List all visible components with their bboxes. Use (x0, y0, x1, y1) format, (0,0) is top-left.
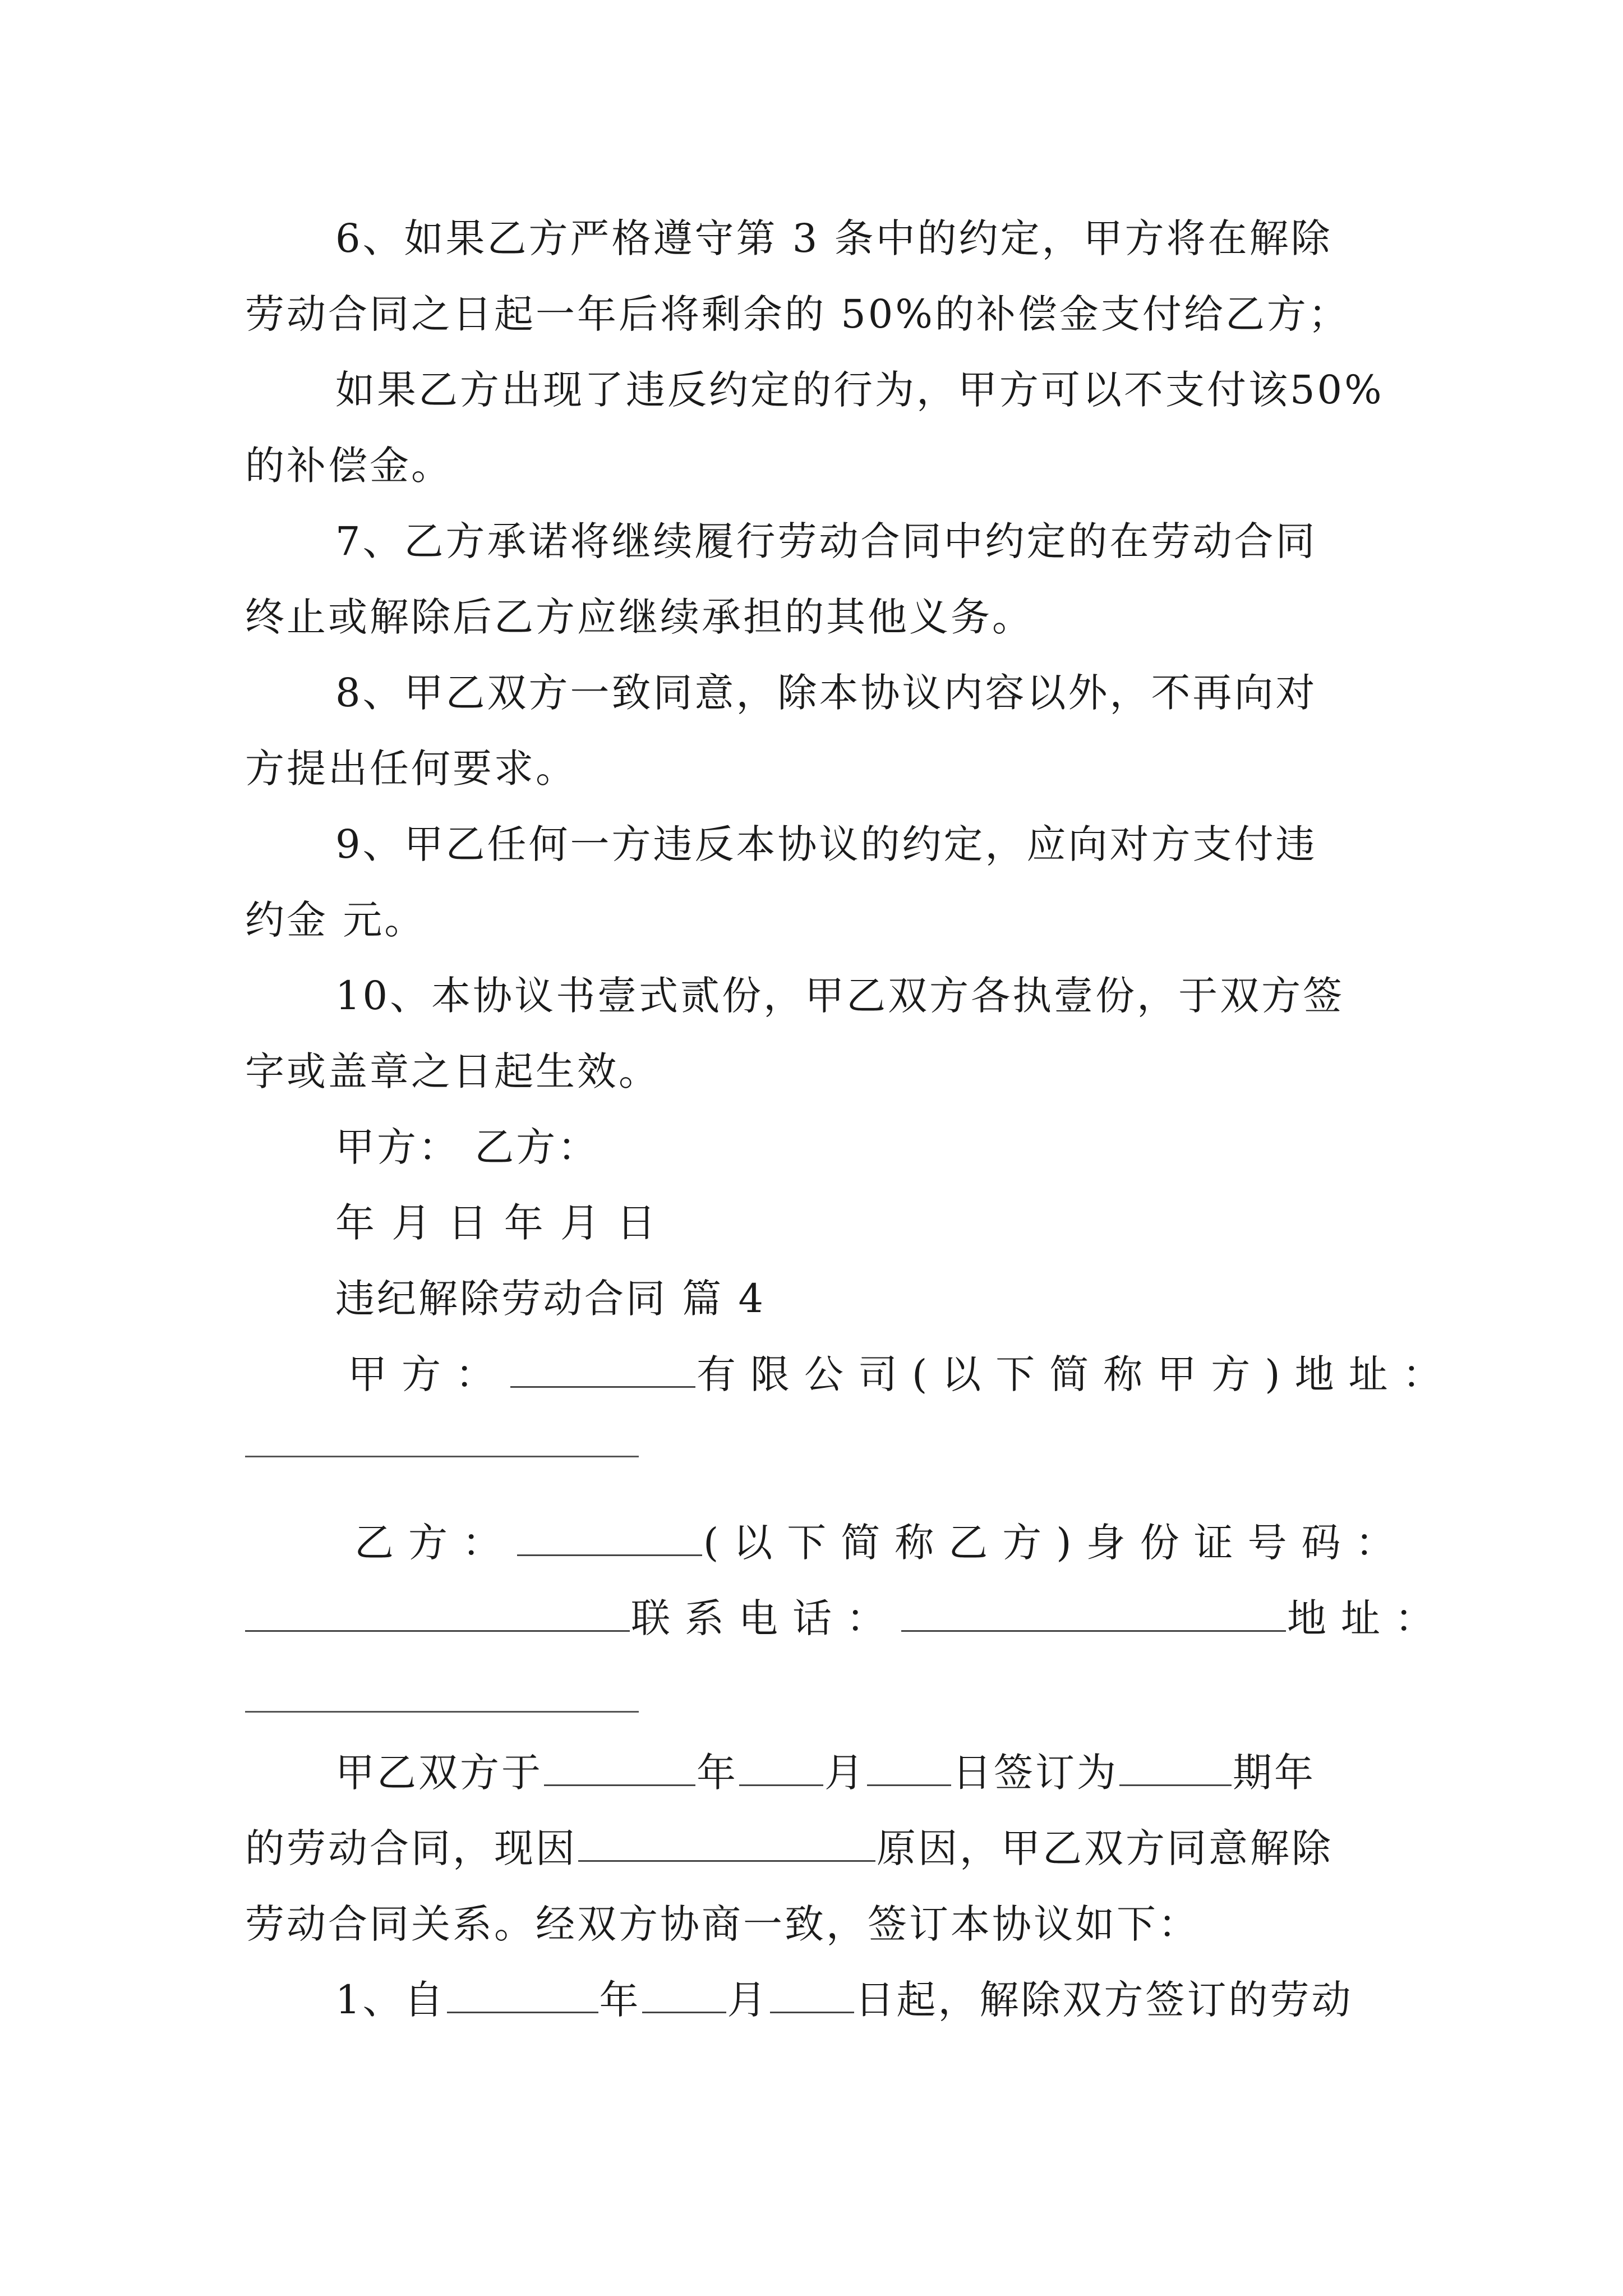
address-label: 地址： (1287, 1595, 1449, 1641)
term-suffix: 期年 (1233, 1750, 1316, 1796)
intro-reason-suffix: 原因，甲乙双方同意解除 (877, 1825, 1333, 1871)
intro-line-1 (335, 1745, 1316, 1801)
year-label-2: 年 (599, 1977, 641, 2023)
terminate-year-blank[interactable] (447, 1977, 598, 2013)
party-a-label: 甲方： (348, 1351, 509, 1397)
clause-7-line-2: 终止或解除后乙方应继续承担的其他义务。 (245, 594, 1034, 640)
sign-day-blank[interactable] (867, 1750, 951, 1786)
terminate-month-blank[interactable] (642, 1977, 726, 2013)
phone-label: 联系电话： (631, 1595, 900, 1641)
party-b-line (354, 1515, 1409, 1571)
clause-9-line-1: 9、甲乙任何一方违反本协议的约定，应向对方支付违 (335, 821, 1317, 867)
intro-text: 甲乙双方于 (335, 1750, 543, 1796)
party-b-desc: (以下简称乙方)身份证号码： (703, 1520, 1409, 1566)
clause-10-line-1: 10、本协议书壹式贰份，甲乙双方各执壹份，于双方签 (335, 973, 1345, 1019)
year-label: 年 (697, 1750, 738, 1796)
party-a-desc: 有限公司(以下简称甲方)地址： (697, 1351, 1456, 1397)
intro-line-3: 劳动合同关系。经双方协商一致，签订本协议如下： (245, 1901, 1200, 1947)
month-label-2: 月 (727, 1977, 769, 2023)
clause-6-line-2: 劳动合同之日起一年后将剩余的 50%的补偿金支付给乙方； (245, 291, 1350, 337)
clause-10-line-2: 字或盖章之日起生效。 (245, 1048, 660, 1094)
intro-line-2 (245, 1820, 1333, 1876)
company-name-blank[interactable] (510, 1351, 695, 1388)
clause-9-line-2: 约金 元。 (245, 897, 426, 943)
contact-line (245, 1590, 1449, 1646)
id-number-blank[interactable] (245, 1595, 630, 1632)
signature-dates: 年 月 日 年 月 日 (335, 1200, 658, 1246)
phone-blank[interactable] (901, 1595, 1286, 1632)
intro-reason-prefix: 的劳动合同，现因 (245, 1825, 577, 1871)
clause-6b-line-2: 的补偿金。 (245, 443, 453, 489)
clause-7-line-1: 7、乙方承诺将继续履行劳动合同中约定的在劳动合同 (335, 518, 1317, 564)
reason-blank[interactable] (578, 1825, 875, 1862)
party-b-name-blank[interactable] (517, 1520, 702, 1556)
clause-8-line-2: 方提出任何要求。 (245, 746, 577, 792)
section-title: 违纪解除劳动合同 篇 4 (335, 1276, 766, 1322)
sign-year-blank[interactable] (544, 1750, 695, 1786)
party-a-address-blank[interactable] (245, 1456, 639, 1457)
day-sign-label: 日签订为 (952, 1750, 1118, 1796)
party-b-label: 乙方： (354, 1520, 516, 1566)
terminate-day-blank[interactable] (770, 1977, 854, 2013)
party-b-address-blank[interactable] (245, 1711, 639, 1713)
clause-6b-line-1: 如果乙方出现了违反约定的行为，甲方可以不支付该50% (335, 367, 1384, 413)
month-label: 月 (824, 1750, 866, 1796)
item-1-line (335, 1972, 1353, 2028)
clause-6-line-1: 6、如果乙方严格遵守第 3 条中的约定，甲方将在解除 (335, 215, 1332, 261)
party-a-line (348, 1346, 1456, 1402)
signature-parties: 甲方： 乙方： (335, 1124, 600, 1170)
clause-8-line-1: 8、甲乙双方一致同意，除本协议内容以外，不再向对 (335, 670, 1317, 716)
sign-month-blank[interactable] (739, 1750, 823, 1786)
item-1-prefix: 1、自 (335, 1977, 446, 2023)
term-blank[interactable] (1119, 1750, 1232, 1786)
item-1-suffix: 日起，解除双方签订的劳动 (855, 1977, 1353, 2023)
